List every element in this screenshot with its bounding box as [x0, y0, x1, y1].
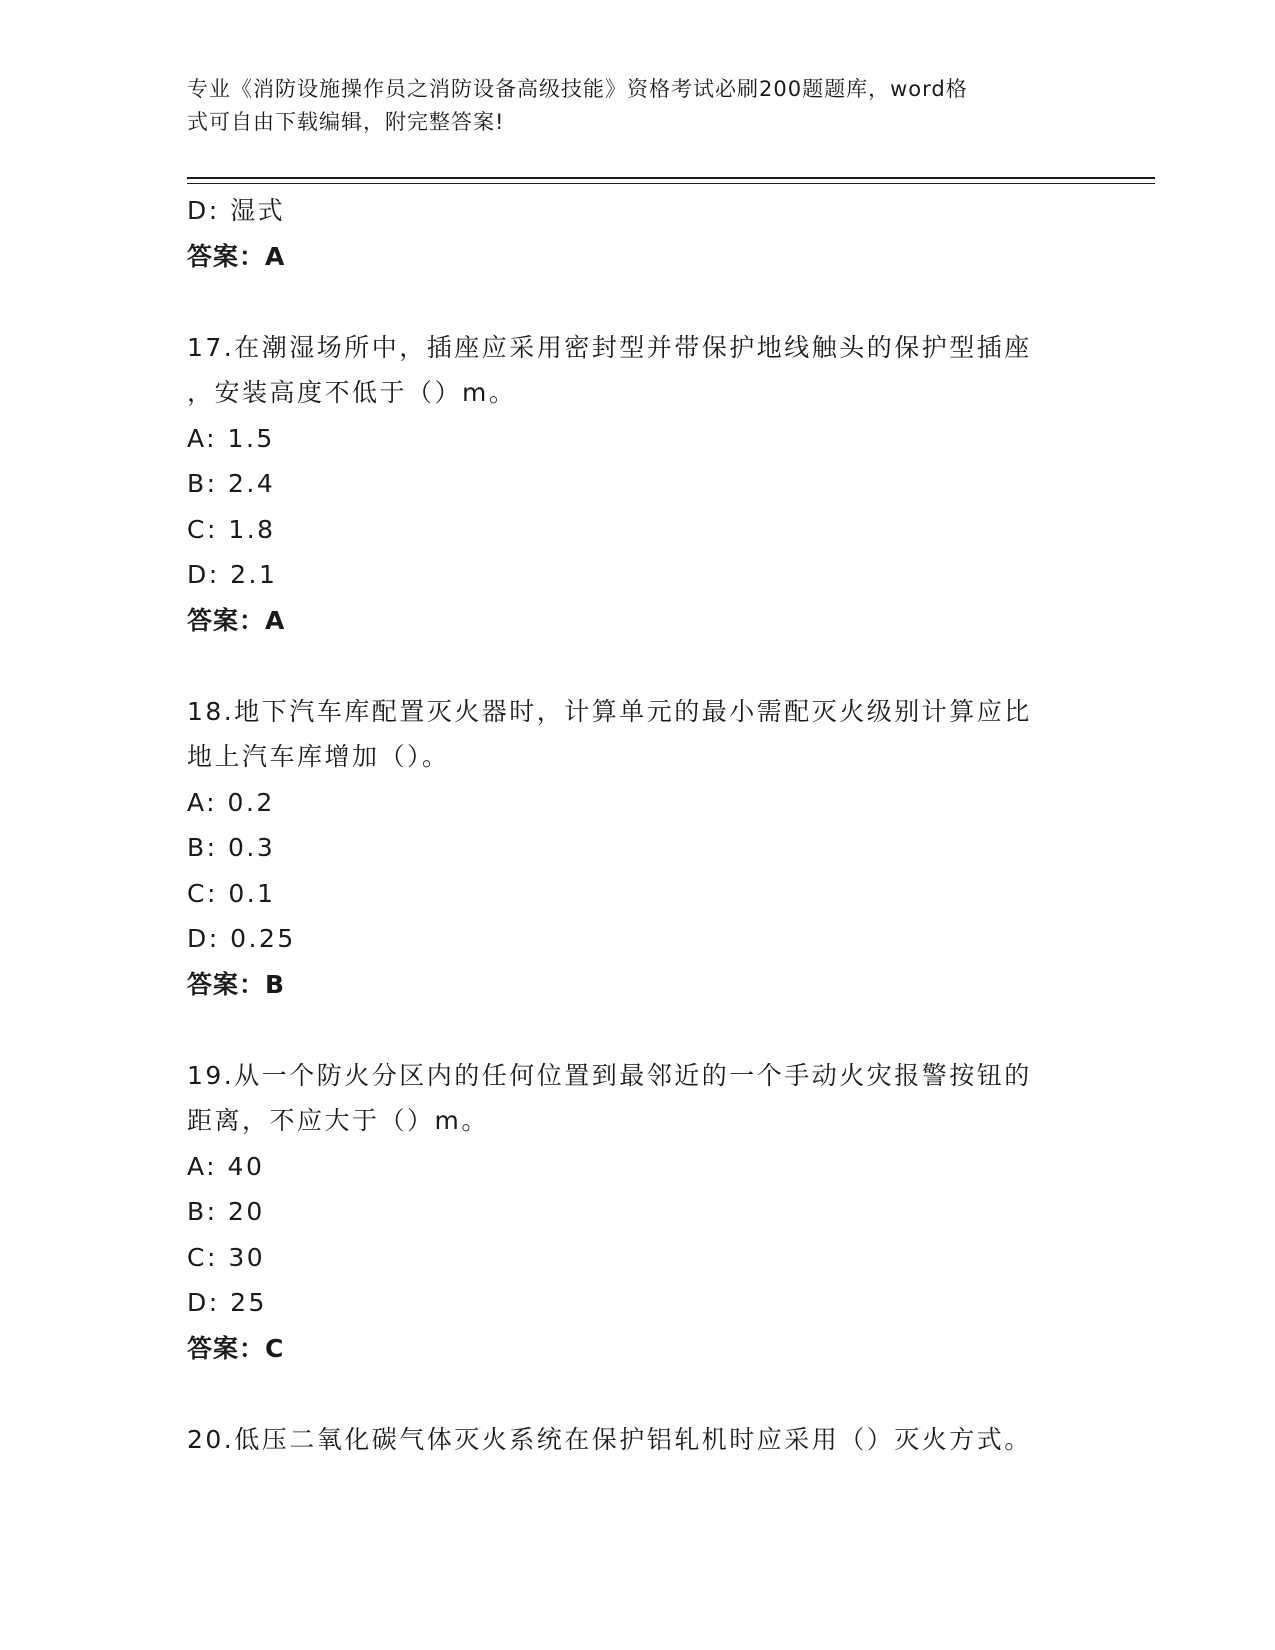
question-content [187, 188, 1087, 1462]
question-text-line: 20.低压二氧化碳气体灭火系统在保护铝轧机时应采用（）灭火方式。 [187, 1424, 1032, 1454]
question-text-line: 距离，不应大于（）m。 [187, 1106, 489, 1135]
option-d: D: 0.25 [187, 924, 296, 953]
option-a: A: 1.5 [187, 423, 275, 453]
question-text-line: 18.地下汽车库配置灭火器时，计算单元的最小需配灭火级别计算应比 [187, 696, 1032, 726]
option-a: A: 40 [187, 1151, 265, 1181]
option-b: B: 2.4 [187, 469, 276, 498]
option-d: D: 25 [187, 1288, 267, 1317]
question-text-line: 地上汽车库增加（）。 [187, 742, 450, 771]
question-text-line: 19.从一个防火分区内的任何位置到最邻近的一个手动火灾报警按钮的 [187, 1060, 1032, 1090]
option-c: C: 30 [187, 1242, 266, 1272]
spacer [187, 1371, 1087, 1417]
question-20 [187, 1417, 1087, 1463]
option-d: D: 湿式 [187, 196, 286, 225]
header-line-1: 专业《消防设施操作员之消防设备高级技能》资格考试必刷200题题库，word格 [187, 77, 968, 101]
answer-line: 答案：A [187, 241, 286, 271]
question-18 [187, 689, 1087, 1008]
answer-line: 答案：B [187, 969, 286, 999]
answer-line: 答案：A [187, 605, 286, 635]
option-c: C: 1.8 [187, 514, 276, 544]
option-b: B: 0.3 [187, 833, 276, 862]
spacer [187, 1007, 1087, 1053]
option-b: B: 20 [187, 1197, 265, 1226]
document-header [187, 73, 1067, 139]
header-line-2: 式可自由下载编辑，附完整答案! [187, 110, 505, 134]
question-17 [187, 325, 1087, 644]
option-a: A: 0.2 [187, 787, 275, 817]
question-19 [187, 1053, 1087, 1372]
previous-question-tail [187, 188, 1087, 279]
answer-line: 答案：C [187, 1333, 285, 1363]
spacer [187, 643, 1087, 689]
header-rule-thin [187, 183, 1155, 184]
spacer [187, 279, 1087, 325]
question-text-line: 17.在潮湿场所中，插座应采用密封型并带保护地线触头的保护型插座 [187, 332, 1032, 362]
question-text-line: ，安装高度不低于（）m。 [187, 378, 517, 407]
option-d: D: 2.1 [187, 560, 278, 589]
header-rule-thick [187, 177, 1155, 179]
option-c: C: 0.1 [187, 878, 276, 908]
